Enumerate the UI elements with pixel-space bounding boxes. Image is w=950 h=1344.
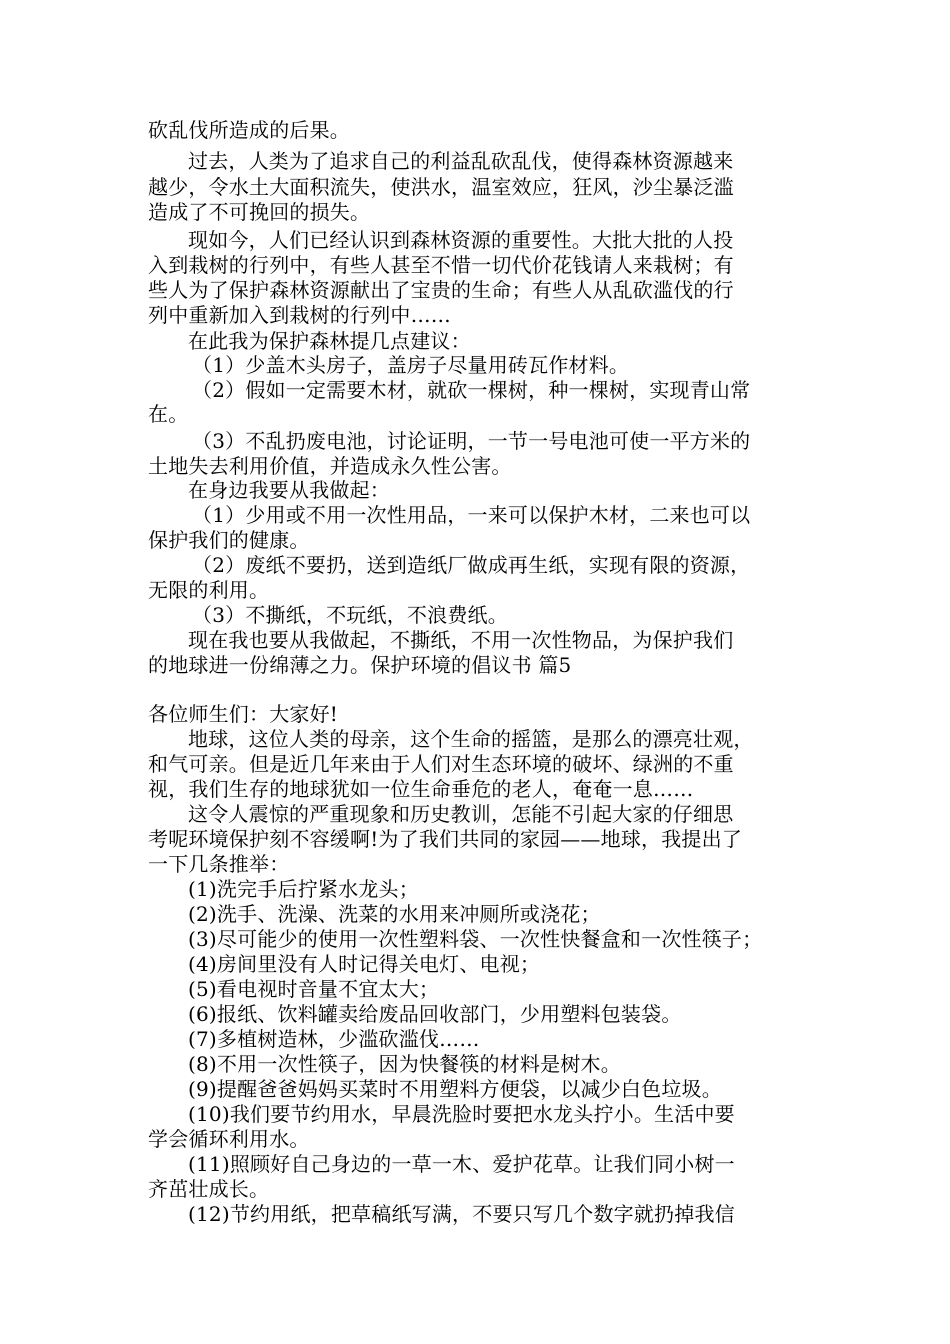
text-line: （2）废纸不要扔，送到造纸厂做成再生纸，实现有限的资源， xyxy=(192,553,751,577)
text-line: 现在我也要从我做起，不撕纸，不用一次性物品，为保护我们 xyxy=(188,628,734,652)
text-line: 在。 xyxy=(148,402,189,426)
text-line: 入到栽树的行列中，有些人甚至不惜一切代价花钱请人来栽树；有 xyxy=(148,253,734,277)
text-line: （2）假如一定需要木材，就砍一棵树，种一棵树，实现青山常 xyxy=(192,378,751,402)
text-line: 学会循环利用水。 xyxy=(148,1127,310,1151)
text-line: 这令人震惊的严重现象和历史教训，怎能不引起大家的仔细思 xyxy=(188,802,734,826)
text-line: (8)不用一次性筷子，因为快餐筷的材料是树木。 xyxy=(188,1052,621,1076)
text-line: 土地失去利用价值，并造成永久性公害。 xyxy=(148,454,512,478)
text-line: 各位师生们：大家好! xyxy=(148,702,339,726)
text-line: 齐茁壮成长。 xyxy=(148,1177,270,1201)
text-line: (9)提醒爸爸妈妈买菜时不用塑料方便袋，以减少白色垃圾。 xyxy=(188,1077,722,1101)
text-line: 和气可亲。但是近几年来由于人们对生态环境的破坏、绿洲的不重 xyxy=(148,752,734,776)
text-line: (7)多植树造林，少滥砍滥伐…… xyxy=(188,1027,480,1051)
text-line: (12)节约用纸，把草稿纸写满，不要只写几个数字就扔掉我信 xyxy=(188,1202,735,1226)
text-line: （1）少盖木头房子，盖房子尽量用砖瓦作材料。 xyxy=(192,353,630,377)
text-line: 在身边我要从我做起： xyxy=(188,478,390,502)
text-line: 保护我们的健康。 xyxy=(148,528,310,552)
text-line: 地球，这位人类的母亲，这个生命的摇篮，是那么的漂亮壮观， xyxy=(188,727,754,751)
text-line: 些人为了保护森林资源献出了宝贵的生命；有些人从乱砍滥伐的行 xyxy=(148,278,734,302)
text-line: 视，我们生存的地球犹如一位生命垂危的老人，奄奄一息…… xyxy=(148,777,694,801)
text-line: 在此我为保护森林提几点建议： xyxy=(188,329,471,353)
text-line: 的地球进一份绵薄之力。保护环境的倡议书 篇5 xyxy=(148,653,572,677)
text-line: 考呢环境保护刻不容缓啊!为了我们共同的家园——地球，我提出了 xyxy=(148,827,743,851)
text-line: (11)照顾好自己身边的一草一木、爱护花草。让我们同小树一 xyxy=(188,1152,735,1176)
text-line: (10)我们要节约用水，早晨洗脸时要把水龙头拧小。生活中要 xyxy=(188,1102,735,1126)
text-line: （1）少用或不用一次性用品，一来可以保护木材，二来也可以 xyxy=(192,503,751,527)
text-line: 越少，令水土大面积流失，使洪水，温室效应，狂风，沙尘暴泛滥 xyxy=(148,175,734,199)
text-line: (1)洗完手后拧紧水龙头； xyxy=(188,877,419,901)
text-line: 砍乱伐所造成的后果。 xyxy=(148,118,350,142)
text-line: (5)看电视时音量不宜太大； xyxy=(188,977,440,1001)
text-line: 造成了不可挽回的损失。 xyxy=(148,200,371,224)
text-line: (2)洗手、洗澡、洗菜的水用来冲厕所或浇花； xyxy=(188,902,601,926)
text-line: 现如今，人们已经认识到森林资源的重要性。大批大批的人投 xyxy=(188,228,734,252)
text-line: 一下几条推举： xyxy=(148,852,290,876)
text-line: (3)尽可能少的使用一次性塑料袋、一次性快餐盒和一次性筷子； xyxy=(188,927,763,951)
text-line: （3）不乱扔废电池，讨论证明，一节一号电池可使一平方米的 xyxy=(192,429,751,453)
text-line: 过去，人类为了追求自己的利益乱砍乱伐，使得森林资源越来 xyxy=(188,149,734,173)
text-line: (6)报纸、饮料罐卖给废品回收部门，少用塑料包装袋。 xyxy=(188,1002,682,1026)
text-line: （3）不撕纸，不玩纸，不浪费纸。 xyxy=(192,603,508,627)
text-line: 列中重新加入到栽树的行列中…… xyxy=(148,303,451,327)
text-line: (4)房间里没有人时记得关电灯、电视； xyxy=(188,952,541,976)
text-line: 无限的利用。 xyxy=(148,578,270,602)
